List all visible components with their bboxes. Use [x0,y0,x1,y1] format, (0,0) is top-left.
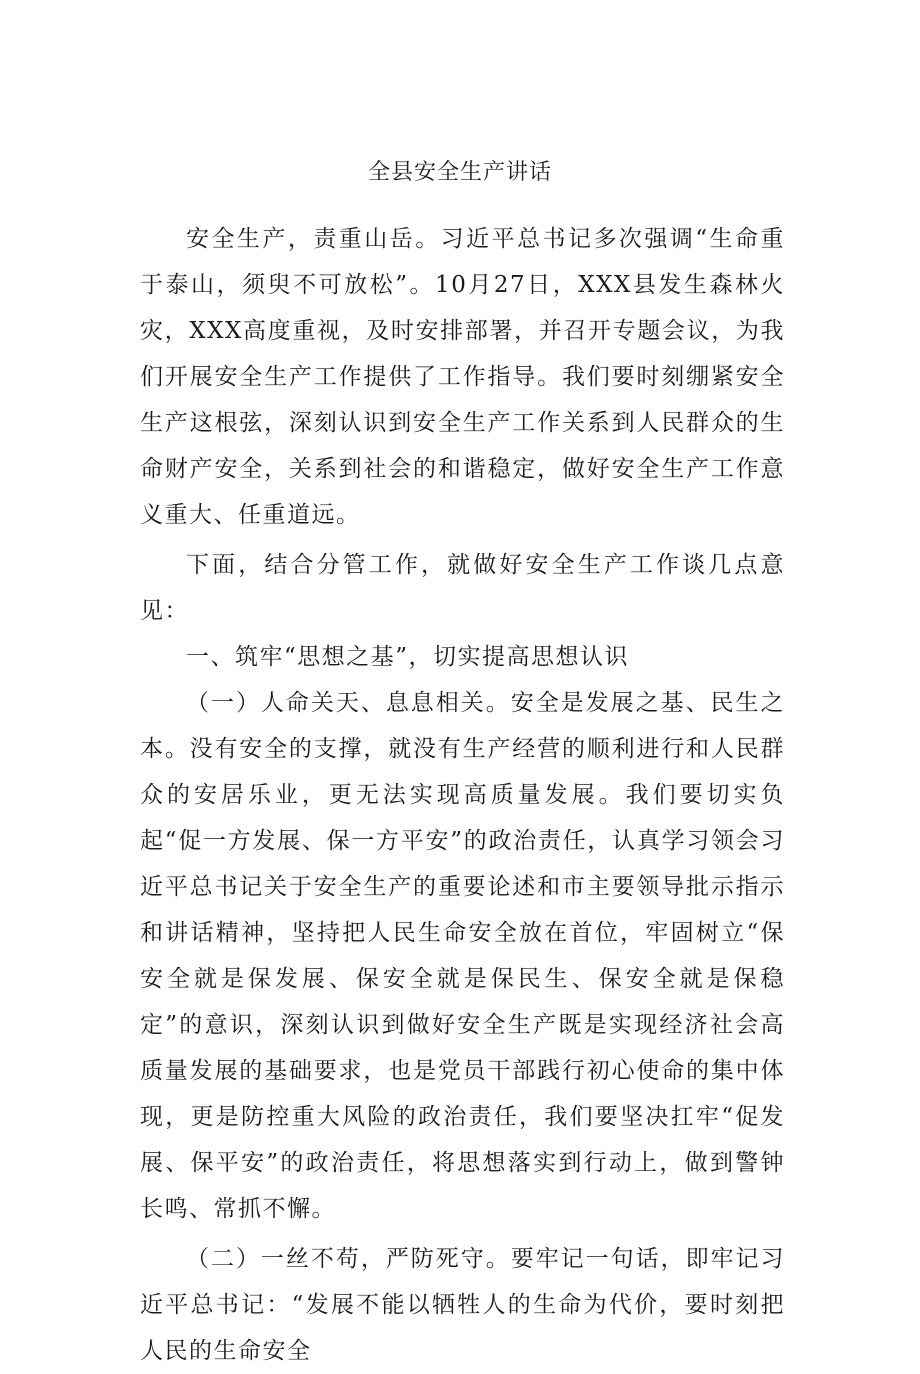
paragraph-intro: 安全生产，责重山岳。习近平总书记多次强调“生命重于泰山，须臾不可放松”。10月27日，XXX县发生森林火灾，XXX高度重视，及时安排部署，并召开专题会议，为我们开展安全生产工作提供了工作指导。我们要时刻绷紧安全生产这根弦，深刻认识到安全生产工作关系到人民群众的生命财产安全，关系到社会的和谐稳定，做好安全生产工作意义重大、任重道远。 [140,226,785,528]
paragraph-subsection-two: （二）一丝不苟，严防死守。要牢记一句话，即牢记习近平总书记：“发展不能以牺牲人的生命为代价，要时刻把人民的生命安全 [140,1246,785,1364]
section-heading-one: 一、筑牢“思想之基”，切实提高思想认识 [186,644,630,670]
paragraph-overview: 下面，结合分管工作，就做好安全生产工作谈几点意见： [140,552,785,624]
document-title: 全县安全生产讲话 [367,160,552,185]
paragraph-subsection-one: （一）人命关天、息息相关。安全是发展之基、民生之本。没有安全的支撑，就没有生产经营的顺利进行和人民群众的安居乐业，更无法实现高质量发展。我们要切实负起“促一方发展、保一方平安”的政治责任，认真学习领会习近平总书记关于安全生产的重要论述和市主要领导批示指示和讲话精神，坚持把人民生命安全放在首位，牢固树立“保安全就是保发展、保安全就是保民生、保安全就是保稳定”的意识，深刻认识到做好安全生产既是实现经济社会高质量发展的基础要求，也是党员干部践行初心使命的集中体现，更是防控重大风险的政治责任，我们要坚决扛牢“促发展、保平安”的政治责任，将思想落实到行动上，做到警钟长鸣、常抓不懈。 [140,690,785,1222]
document-body [140,216,785,1374]
